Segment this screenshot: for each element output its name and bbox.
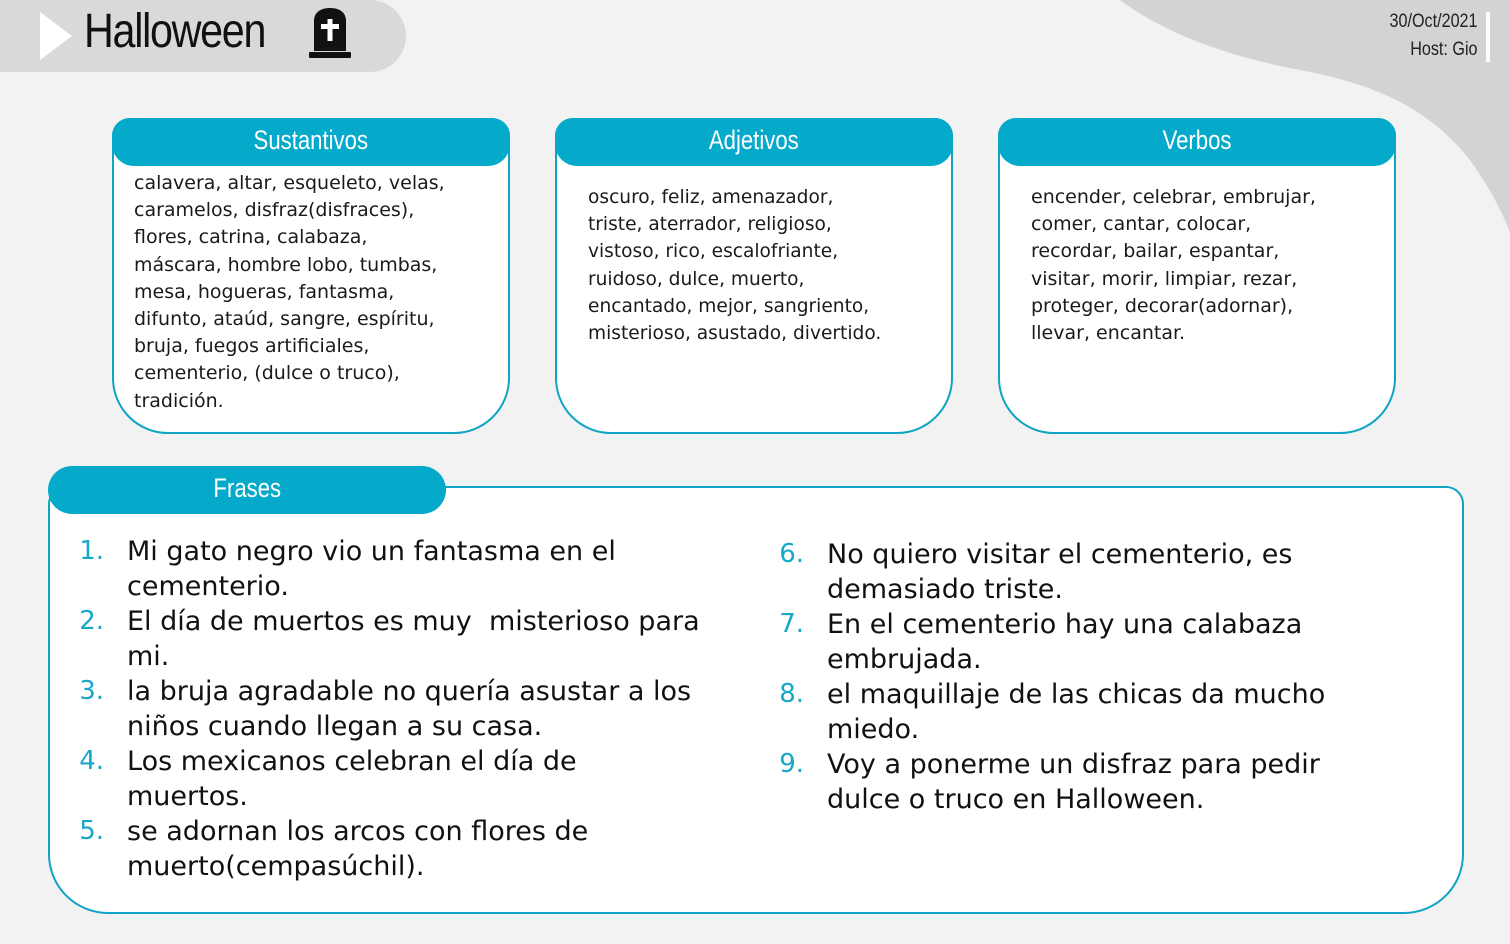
phrase-line: embrujada.	[827, 644, 982, 675]
phrase-line: En el cementerio hay una calabaza	[827, 609, 1303, 640]
word-line: bruja, fuegos artificiales,	[134, 335, 370, 358]
tombstone-cross-icon	[308, 7, 352, 59]
word-line: cementerio, (dulce o truco),	[134, 362, 400, 385]
word-line: calavera, altar, esqueleto, velas,	[134, 172, 445, 194]
phrase-line: el maquillaje de las chicas da mucho	[827, 679, 1326, 710]
phrase-number: 7.	[779, 609, 804, 639]
word-line: visitar, morir, limpiar, rezar,	[1031, 267, 1298, 290]
phrase-item	[48, 674, 768, 744]
phrase-line: cementerio.	[127, 571, 289, 602]
card-header	[112, 118, 510, 166]
phrase-number: 2.	[79, 606, 104, 636]
phrase-number: 5.	[79, 816, 104, 846]
phrase-item	[748, 607, 1428, 677]
phrase-line: miedo.	[827, 714, 920, 745]
phrase-line: No quiero visitar el cementerio, es	[827, 539, 1293, 570]
word-line: tradición.	[134, 389, 224, 412]
card-header	[998, 118, 1396, 166]
word-line: vistoso, rico, escalofriante,	[588, 241, 839, 263]
word-line: difunto, ataúd, sangre, espíritu,	[134, 308, 435, 331]
phrases-list-right	[748, 537, 1428, 817]
phrase-line: muerto(cempasúchil).	[127, 851, 425, 882]
card-word-list	[588, 184, 941, 347]
phrase-item	[48, 604, 768, 674]
card-title: Sustantivos	[253, 125, 369, 155]
card-header	[555, 118, 953, 166]
word-line: recordar, bailar, espantar,	[1031, 240, 1280, 263]
phrase-line: demasiado triste.	[827, 574, 1063, 605]
word-line: misterioso, asustado, divertido.	[588, 323, 882, 345]
phrase-line: mi.	[127, 641, 170, 672]
phrases-header	[48, 466, 446, 514]
phrase-line: la bruja agradable no quería asustar a los	[127, 676, 692, 707]
phrase-item	[48, 534, 768, 604]
card-verbos	[998, 118, 1396, 434]
phrase-line: niños cuando llegan a su casa.	[127, 711, 543, 742]
phrase-number: 1.	[79, 536, 104, 566]
phrase-line: El día de muertos es muy misterioso para	[127, 606, 700, 637]
word-line: triste, aterrador, religioso,	[588, 214, 832, 236]
word-line: comer, cantar, colocar,	[1031, 213, 1252, 236]
word-line: encantado, mejor, sangriento,	[588, 295, 870, 317]
phrase-number: 6.	[779, 539, 804, 569]
phrase-item	[748, 677, 1428, 747]
word-line: máscara, hombre lobo, tumbas,	[134, 253, 438, 276]
card-title: Verbos	[1162, 125, 1232, 155]
phrase-item	[48, 744, 768, 814]
phrases-list-left	[48, 534, 768, 884]
session-date: 30/Oct/2021	[1389, 11, 1478, 32]
phrase-number: 4.	[79, 746, 104, 776]
card-word-list	[134, 170, 498, 415]
phrase-line: dulce o truco en Halloween.	[827, 784, 1205, 815]
word-line: proteger, decorar(adornar),	[1031, 294, 1294, 317]
phrase-number: 9.	[779, 749, 804, 779]
phrase-number: 8.	[779, 679, 804, 709]
phrase-line: Mi gato negro vio un fantasma en el	[127, 536, 616, 567]
card-title: Adjetivos	[709, 125, 799, 155]
page-title: Halloween	[84, 5, 266, 58]
phrase-number: 3.	[79, 676, 104, 706]
word-line: caramelos, disfraz(disfraces),	[134, 199, 415, 222]
phrase-line: se adornan los arcos con flores de	[127, 816, 589, 847]
word-line: flores, catrina, calabaza,	[134, 226, 368, 249]
phrase-item	[748, 537, 1428, 607]
phrases-title: Frases	[213, 473, 281, 503]
word-line: llevar, encantar.	[1031, 322, 1186, 345]
word-line: mesa, hogueras, fantasma,	[134, 280, 395, 303]
phrase-line: Los mexicanos celebran el día de	[127, 746, 577, 777]
phrase-item	[48, 814, 768, 884]
play-triangle-icon	[40, 12, 74, 60]
word-line: ruidoso, dulce, muerto,	[588, 268, 805, 290]
session-host: Host: Gio	[1410, 39, 1478, 60]
card-adjetivos	[555, 118, 953, 434]
card-sustantivos	[112, 118, 510, 434]
card-word-list	[1031, 184, 1384, 347]
word-line: encender, celebrar, embrujar,	[1031, 186, 1316, 208]
phrase-line: Voy a ponerme un disfraz para pedir	[827, 749, 1320, 780]
word-line: oscuro, feliz, amenazador,	[588, 187, 834, 208]
meta-divider	[1486, 12, 1490, 62]
phrase-item	[748, 747, 1428, 817]
phrase-line: muertos.	[127, 781, 248, 812]
session-meta	[1390, 8, 1478, 64]
